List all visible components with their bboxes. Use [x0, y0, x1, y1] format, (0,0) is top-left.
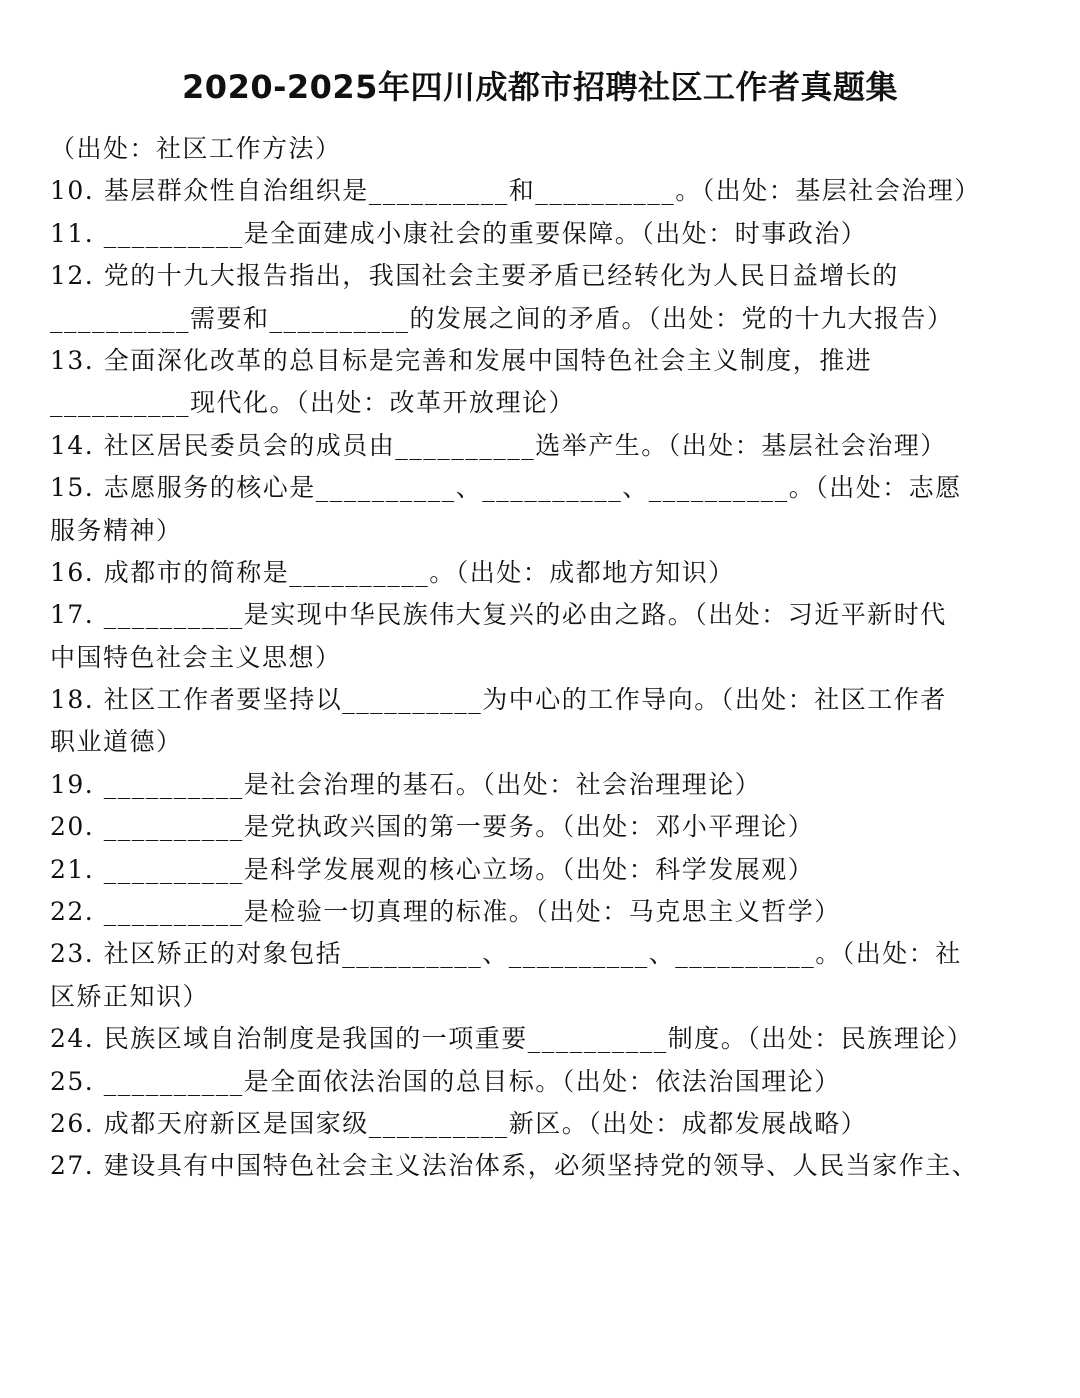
text-line: 区矫正知识）: [50, 981, 210, 1011]
text-line: 19. __________是社会治理的基石。（出处：社会治理理论）: [50, 769, 762, 799]
text-line: __________现代化。（出处：改革开放理论）: [50, 388, 576, 418]
document-title: 2020-2025年四川成都市招聘社区工作者真题集: [182, 68, 898, 106]
text-line: （出处：社区工作方法）: [50, 134, 342, 163]
text-line: 26. 成都天府新区是国家级__________新区。（出处：成都发展战略）: [50, 1108, 868, 1138]
text-line: 10. 基层群众性自治组织是__________和__________。（出处：基层社会治理）: [50, 176, 981, 206]
text-line: 17. __________是实现中华民族伟大复兴的必由之路。（出处：习近平新时代: [50, 600, 947, 630]
text-line: 27. 建设具有中国特色社会主义法治体系，必须坚持党的领导、人民当家作主、: [50, 1151, 979, 1181]
text-line: 中国特色社会主义思想）: [50, 642, 342, 672]
text-line: 18. 社区工作者要坚持以__________为中心的工作导向。（出处：社区工作者: [50, 685, 947, 715]
text-line: 12. 党的十九大报告指出，我国社会主要矛盾已经转化为人民日益增长的: [50, 261, 899, 291]
text-line: 职业道德）: [50, 727, 183, 757]
text-line: 25. __________是全面依法治国的总目标。（出处：依法治国理论）: [50, 1066, 841, 1096]
text-line: 服务精神）: [50, 515, 183, 545]
text-line: 11. __________是全面建成小康社会的重要保障。（出处：时事政治）: [50, 218, 868, 248]
text-line: __________需要和__________的发展之间的矛盾。（出处：党的十九大报告）: [50, 303, 954, 333]
text-line: 24. 民族区域自治制度是我国的一项重要__________制度。（出处：民族理论）: [50, 1024, 974, 1054]
text-line: 15. 志愿服务的核心是__________、__________、__________。（出处：志愿: [50, 473, 962, 503]
text-line: 21. __________是科学发展观的核心立场。（出处：科学发展观）: [50, 854, 815, 884]
text-line: 16. 成都市的简称是__________。（出处：成都地方知识）: [50, 557, 735, 587]
text-line: 13. 全面深化改革的总目标是完善和发展中国特色社会主义制度，推进: [50, 345, 873, 375]
text-line: 22. __________是检验一切真理的标准。（出处：马克思主义哲学）: [50, 897, 841, 927]
question-list: [50, 128, 1060, 1188]
text-line: 14. 社区居民委员会的成员由__________选举产生。（出处：基层社会治理）: [50, 430, 947, 460]
text-line: 20. __________是党执政兴国的第一要务。（出处：邓小平理论）: [50, 812, 815, 842]
text-line: 23. 社区矫正的对象包括__________、__________、__________。（出处：社: [50, 939, 962, 969]
